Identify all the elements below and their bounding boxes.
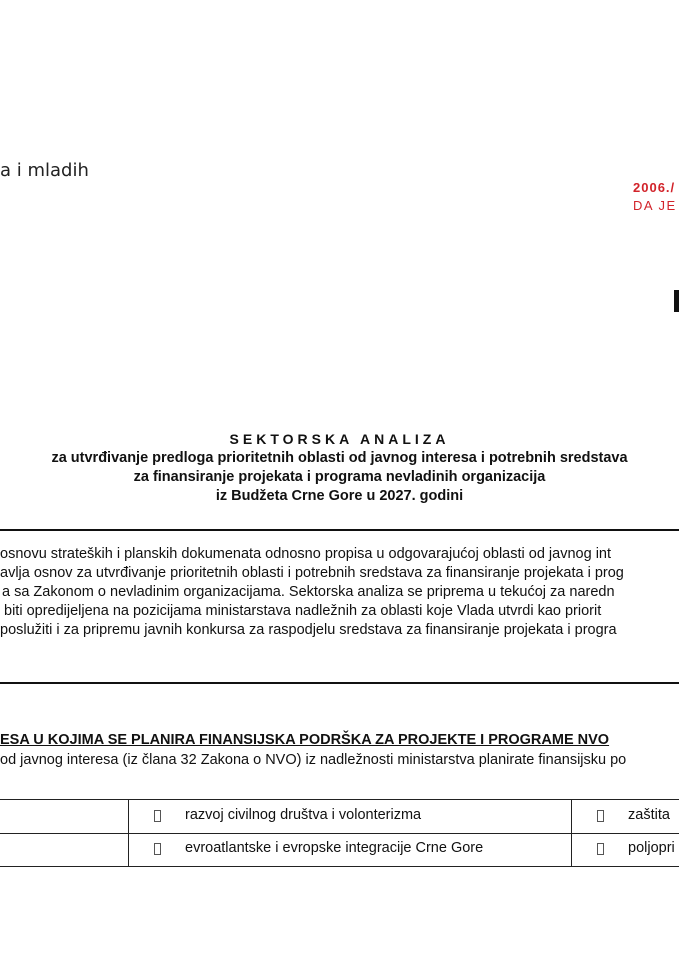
- intro-line-4: biti opredijeljena na pozicijama ministarstava nadležnih za oblasti koje Vlada utvrdi kao priorit: [4, 603, 602, 619]
- table-border-bottom: [0, 866, 679, 867]
- document-title-line-1: za utvrđivanje predloga prioritetnih oblasti od javnog interesa i potrebnih sredstava: [51, 450, 628, 466]
- option-label: zaštita: [628, 807, 670, 823]
- option-label: poljopri: [628, 840, 675, 856]
- intro-paragraph: [0, 545, 624, 640]
- table-row-divider: [0, 833, 679, 834]
- option-label: razvoj civilnog društva i volonterizma: [185, 807, 422, 823]
- table-column-divider-2: [571, 800, 572, 867]
- page-edge-mark: [674, 290, 679, 312]
- intro-line-3: a sa Zakonom o nevladinim organizacijama. Sektorska analiza se priprema u tekućoj za naredn: [2, 584, 615, 600]
- document-title: SEKTORSKA ANALIZA: [229, 431, 450, 447]
- intro-line-5: poslužiti i za pripremu javnih konkursa za raspodjelu sredstava za finansiranje projekata i progra: [0, 622, 617, 638]
- checkbox-agriculture[interactable]: [597, 843, 604, 855]
- ministry-name-fragment: a i mladih: [0, 160, 89, 181]
- intro-line-1: osnovu strateških i planskih dokumenata odnosno propisa u odgovarajućoj oblasti od javnog int: [0, 546, 612, 562]
- divider-middle: [0, 682, 679, 684]
- checkbox-right-column[interactable]: [597, 810, 604, 822]
- section-subtitle: od javnog interesa (iz člana 32 Zakona o NVO) iz nadležnosti ministarstva planirate finansijsku po: [0, 752, 627, 768]
- divider-top: [0, 529, 679, 531]
- document-title-line-3: iz Budžeta Crne Gore u 2027. godini: [215, 488, 464, 504]
- table-column-divider-1: [128, 800, 129, 867]
- anniversary-motto-fragment: DA JE: [633, 198, 677, 213]
- document-title-line-2: za finansiranje projekata i programa nevladinih organizacija: [133, 469, 546, 485]
- anniversary-year-fragment: 2006./: [633, 180, 676, 195]
- checkbox-euro-atlantic[interactable]: [154, 843, 161, 855]
- option-label: evroatlantske i evropske integracije Crne Gore: [185, 840, 484, 856]
- checkbox-civil-society[interactable]: [154, 810, 161, 822]
- document-title-block: [0, 430, 679, 506]
- section-heading: ESA U KOJIMA SE PLANIRA FINANSIJSKA PODRŠKA ZA PROJEKTE I PROGRAME NVO: [0, 732, 610, 748]
- table-border-top: [0, 799, 679, 800]
- intro-line-2: avlja osnov za utvrđivanje prioritetnih oblasti i potrebnih sredstava za finansiranje projekata i prog: [0, 565, 624, 581]
